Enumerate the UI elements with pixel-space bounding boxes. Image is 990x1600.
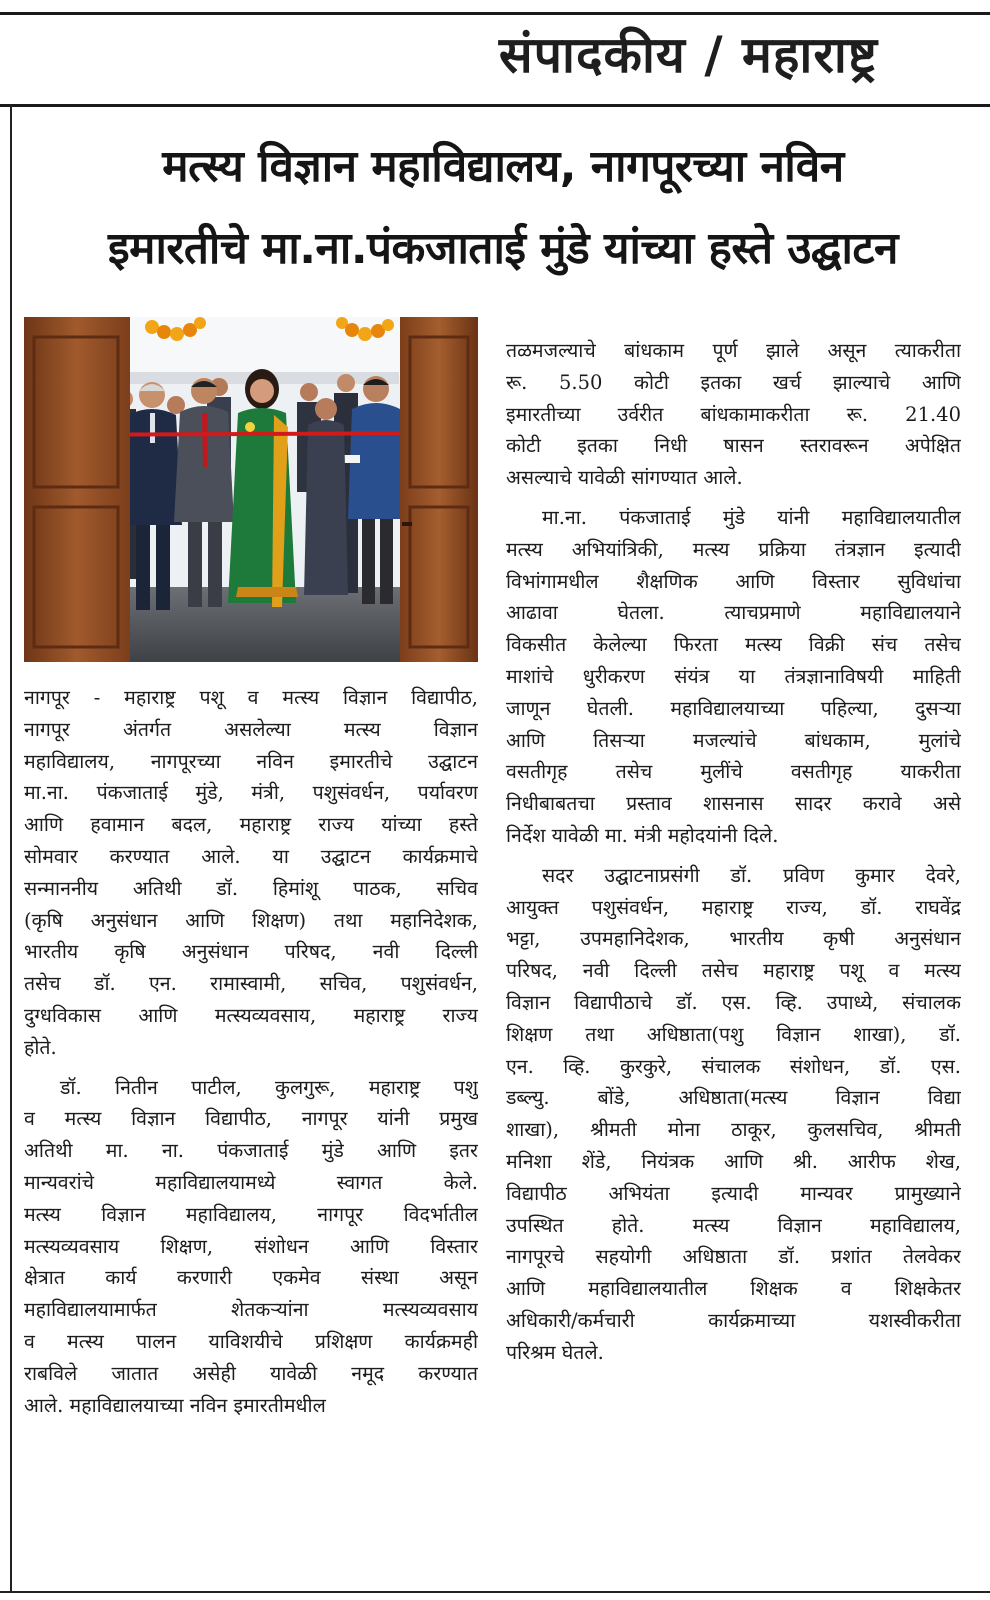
text-line: वसतीगृह तसेच मुलींचे वसतीगृह याकरीता [506,760,961,784]
text-line: तळमजल्याचे बांधकाम पूर्ण झाले असून त्याकरीता [506,339,961,362]
text-line: परिषद, नवी दिल्ली तसेच महाराष्ट्र पशू व मत्स्य [506,959,961,983]
text-line: शिक्षण तथा अधिष्ठाता(पशु विज्ञान शाखा), डॉ. [506,1022,961,1046]
text-line: राबविले जातात असेही यावेळी नमूद करण्यात [24,1361,478,1385]
text-line: सदर उद्घाटनाप्रसंगी डॉ. प्रविण कुमार देवरे, [542,863,961,887]
paragraph-3 [506,335,961,494]
top-rule [0,12,990,15]
article-column-right [506,335,961,1369]
text-line: आले. महाविद्यालयाच्या नविन इमारतीमधील [24,1393,326,1417]
text-line: भट्टा, उपमहानिदेशक, भारतीय कृषी अनुसंधान [506,927,961,951]
text-line: नागपूरचे सहयोगी अधिष्ठाता डॉ. प्रशांत तेलवेकर [506,1245,961,1269]
text-line: नागपूर - महाराष्ट्र पशू व मत्स्य विज्ञान विद्यापीठ, [24,686,478,709]
header-rule [0,104,990,107]
text-line: इमारतीच्या उर्वरीत बांधकामाकरीता रू. 21.40 [506,402,961,426]
text-line: महाविद्यालयामार्फत शेतकऱ्यांना मत्स्यव्यवसाय [24,1298,478,1322]
bottom-rule [0,1591,990,1593]
text-line: रू. 5.50 कोटी इतका खर्च झाल्याचे आणि [506,370,961,394]
text-line: विभांगामधील शैक्षणिक आणि विस्तार सुविधांचा [506,569,961,593]
text-line: आयुक्त पशुसंवर्धन, महाराष्ट्र राज्य, डॉ. राघवेंद्र [506,895,961,919]
text-line: निर्देश यावेळी मा. मंत्री महोदयांनी दिले. [506,823,779,847]
text-line: कोटी इतका निधी षासन स्तरावरून अपेक्षित [506,434,961,458]
text-line: आणि तिसऱ्या मजल्यांचे बांधकाम, मुलांचे [506,728,961,752]
door-right [400,317,478,662]
text-line: विकसीत केलेल्या फिरता मत्स्य विक्री संच तसेच [506,633,961,657]
text-line: महाविद्यालय, नागपूरच्या नविन इमारतीचे उद्घाटन [24,749,478,773]
text-line: व मत्स्य विज्ञान विद्यापीठ, नागपूर यांनी प्रमुख [24,1107,478,1131]
paragraph-4 [506,502,961,852]
text-line: आणि हवामान बदल, महाराष्ट्र राज्य यांच्या हस्ते [24,813,478,837]
text-line: उपस्थित होते. मत्स्य विज्ञान महाविद्यालय, [506,1213,961,1237]
person-dignitary-4 [304,398,348,595]
text-line: विद्यापीठ अभियंता इत्यादी मान्यवर प्रामुख्याने [506,1181,961,1205]
text-line: मान्यवरांचे महाविद्यालयामध्ये स्वागत केले. [24,1170,478,1194]
text-line: क्षेत्रात कार्य करणारी एकमेव संस्था असून [24,1266,478,1290]
text-line: होते. [24,1035,57,1059]
text-line: जाणून घेतली. महाविद्यालयाच्या पहिल्या, दुसऱ्या [506,696,961,720]
paragraph-5 [506,860,961,1369]
news-photo [24,317,478,662]
text-line: अतिथी मा. ना. पंकजाताई मुंडे आणि इतर [24,1139,478,1163]
column-border-rule [10,104,12,1592]
text-line: व मत्स्य पालन याविशयीचे प्रशिक्षण कार्यक्रमही [24,1329,478,1353]
text-line: मा.ना. पंकजाताई मुंडे, मंत्री, पशुसंवर्धन, पर्यावरण [24,781,478,805]
text-line: मत्स्य अभियांत्रिकी, मत्स्य प्रक्रिया तंत्रज्ञान इत्यादी [506,537,961,561]
text-line: अधिकारी/कर्मचारी कार्यक्रमाच्या यशस्वीकरीता [506,1308,961,1332]
text-line: भारतीय कृषि अनुसंधान परिषद, नवी दिल्ली [24,940,478,964]
text-line: निधीबाबतचा प्रस्ताव शासनास सादर करावे असे [506,792,961,816]
inauguration-photo [24,317,478,662]
text-line: नागपूर अंतर्गत असलेल्या मत्स्य विज्ञान [24,717,478,741]
text-line: मनिशा शेंडे, नियंत्रक आणि श्री. आरीफ शेख, [506,1149,961,1173]
text-line: माशांचे धुरीकरण संयंत्र या तंत्रज्ञानाविषयी माहिती [506,664,961,688]
text-line: सोमवार करण्यात आले. या उद्घाटन कार्यक्रमाचे [24,844,478,868]
text-line: एन. व्हि. कुरकुरे, संचालक संशोधन, डॉ. एस. [506,1054,961,1078]
text-line: विज्ञान विद्यापीठाचे डॉ. एस. व्हि. उपाध्ये, संचालक [506,990,961,1014]
text-line: असल्याचे यावेळी सांगण्यात आले. [506,466,743,490]
text-line: आणि महाविद्यालयातील शिक्षक व शिक्षकेतर [506,1277,961,1301]
text-line: (कृषि अनुसंधान आणि शिक्षण) तथा महानिदेशक, [24,908,478,932]
text-line: तसेच डॉ. एन. रामास्वामी, सचिव, पशुसंवर्धन, [24,972,478,996]
text-line: आढावा घेतला. त्याचप्रमाणे महाविद्यालयाने [506,601,961,625]
door-left [24,317,130,662]
text-line: शाखा), श्रीमती मोना ठाकूर, कुलसचिव, श्रीमती [506,1118,961,1142]
text-line: परिश्रम घेतले. [506,1340,604,1364]
text-line: मत्स्यव्यवसाय शिक्षण, संशोधन आणि विस्तार [24,1234,478,1258]
text-line: सन्माननीय अतिथी डॉ. हिमांशू पाठक, सचिव [24,876,478,900]
text-line: मत्स्य विज्ञान महाविद्यालय, नागपूर विदर्भातील [24,1202,478,1226]
section-title: संपादकीय / महाराष्ट्र [498,26,878,84]
text-line: दुग्धविकास आणि मत्स्यव्यवसाय, महाराष्ट्र राज्य [24,1003,478,1027]
headline [28,126,978,290]
paragraph-1 [24,682,478,1064]
headline-line-2: इमारतीचे मा.ना.पंकजाताई मुंडे यांच्या हस्ते उद्घाटन [108,223,898,274]
text-line: डब्ल्यु. बोंडे, अधिष्ठाता(मत्स्य विज्ञान विद्या [506,1086,961,1110]
text-line: डॉ. नितीन पाटील, कुलगुरू, महाराष्ट्र पशु [60,1075,478,1099]
article-column-left [24,682,478,1421]
text-line: मा.ना. पंकजाताई मुंडे यांनी महाविद्यालयातील [542,505,961,529]
headline-line-1: मत्स्य विज्ञान महाविद्यालय, नागपूरच्या नविन [162,141,844,192]
paragraph-2 [24,1072,478,1422]
